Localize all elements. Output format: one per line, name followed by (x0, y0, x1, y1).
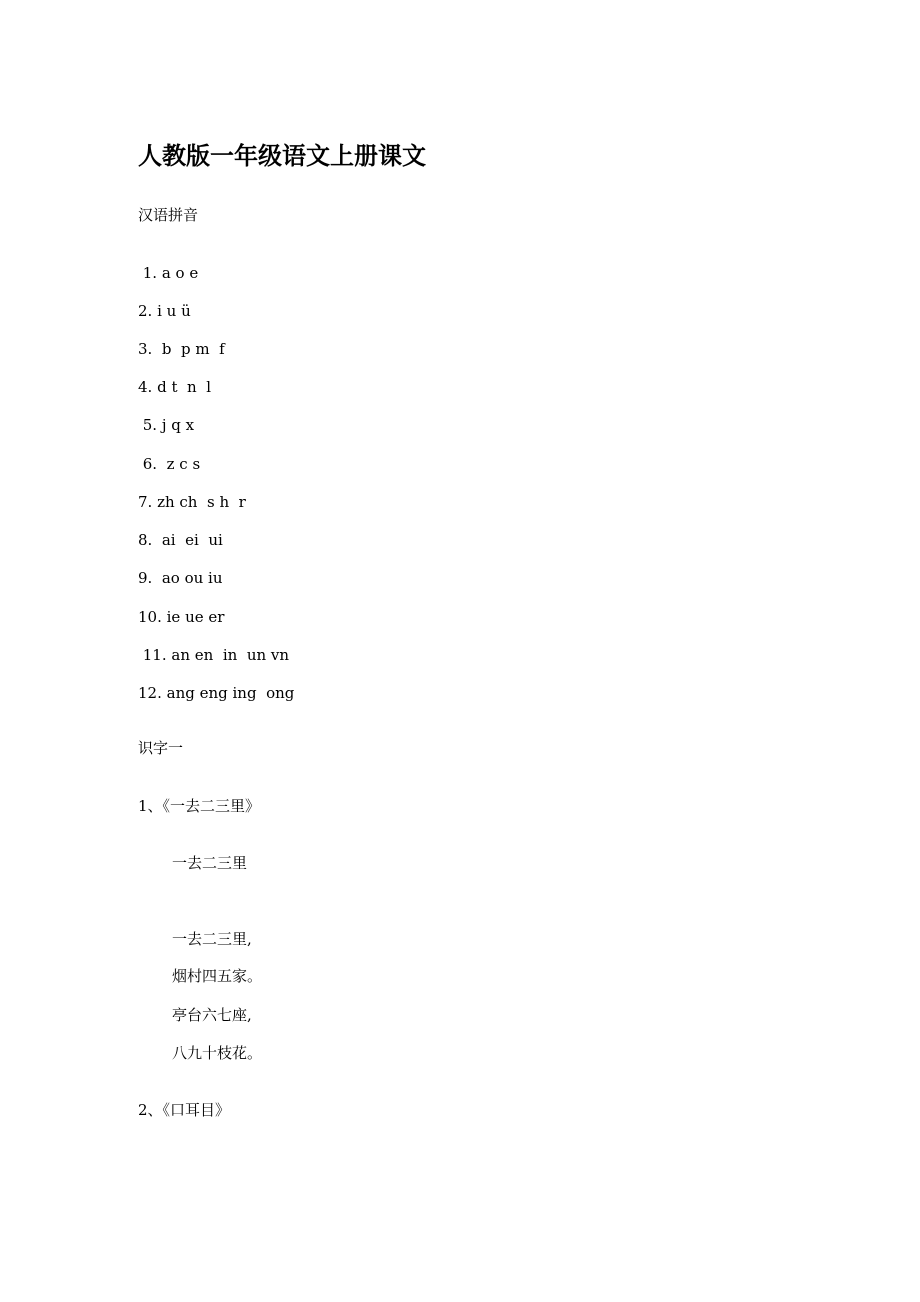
page-title: 人教版一年级语文上册课文 (138, 141, 426, 170)
pinyin-item: 9. ao ou iu (138, 569, 223, 587)
pinyin-item: 7. zh ch s h r (138, 493, 246, 511)
pinyin-item: 12. ang eng ing ong (138, 684, 295, 702)
poem-line: 八九十枝花。 (172, 1044, 263, 1062)
pinyin-item: 10. ie ue er (138, 608, 225, 626)
poem-line: 烟村四五家。 (172, 967, 263, 985)
section-heading-shizi: 识字一 (138, 739, 184, 757)
pinyin-item: 4. d t n l (138, 378, 212, 396)
poem-line: 亭台六七座, (172, 1006, 252, 1024)
pinyin-item: 3. b p m f (138, 340, 225, 358)
pinyin-item: 5. j q x (138, 416, 195, 434)
pinyin-item: 11. an en in un vn (138, 646, 290, 664)
section-heading-pinyin: 汉语拼音 (138, 206, 199, 224)
pinyin-item: 8. ai ei ui (138, 531, 223, 549)
poem-title: 一去二三里 (172, 854, 248, 872)
lesson-heading: 1、《一去二三里》 (138, 797, 261, 815)
pinyin-item: 1. a o e (138, 264, 199, 282)
lesson-heading: 2、《口耳目》 (138, 1101, 231, 1119)
poem-line: 一去二三里, (172, 930, 252, 948)
pinyin-item: 6. z c s (138, 455, 201, 473)
pinyin-item: 2. i u ü (138, 302, 191, 320)
